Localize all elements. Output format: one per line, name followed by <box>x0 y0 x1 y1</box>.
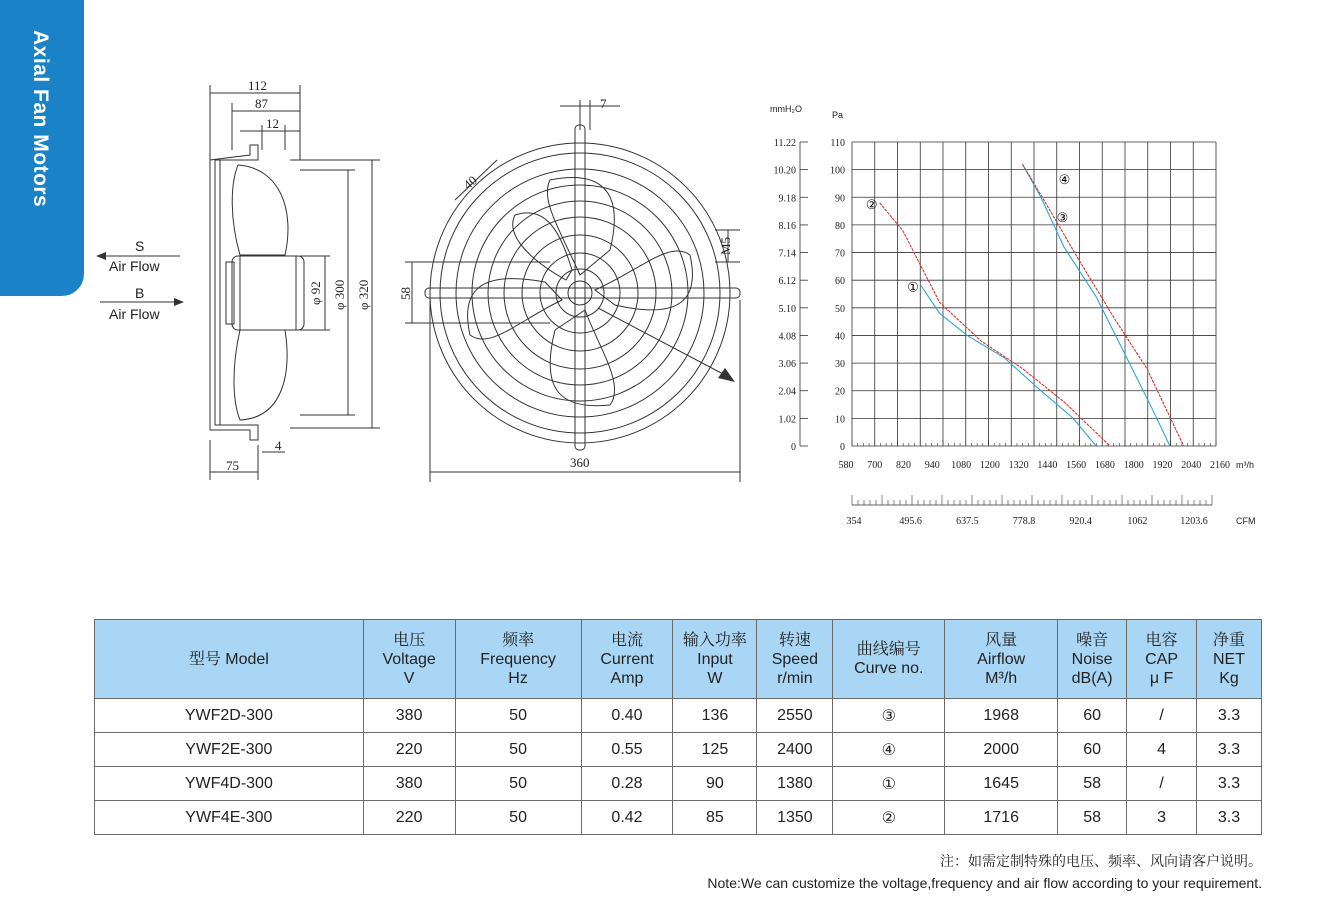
x-tick-m3h: 1800 <box>1123 460 1144 471</box>
x-tick-m3h: 820 <box>896 460 912 471</box>
curve-label: ④ <box>1058 172 1071 188</box>
x-tick-cfm: 495.6 <box>899 516 922 527</box>
dim-m5: M5 <box>718 236 733 255</box>
y-tick-pa: 50 <box>835 303 845 315</box>
y-tick-pa: 110 <box>830 138 845 149</box>
x-tick-m3h: 1680 <box>1094 460 1115 471</box>
header-cap: 电容 CAP μ F <box>1127 620 1197 699</box>
table-cell: YWF2E-300 <box>95 733 364 767</box>
x-tick-m3h: 700 <box>867 460 883 471</box>
table-row <box>95 767 1262 801</box>
y-tick-mmh2o: 7.14 <box>778 248 796 260</box>
y-tick-pa: 20 <box>835 386 845 398</box>
y-tick-mmh2o: 0 <box>791 442 796 453</box>
table-cell: 85 <box>673 801 757 835</box>
note-english: Note:We can customize the voltage,frequency and air flow according to your requirement. <box>707 875 1262 891</box>
y-tick-mmh2o: 5.10 <box>778 303 796 315</box>
curve-label: ① <box>907 279 919 295</box>
y-tick-pa: 0 <box>840 442 845 453</box>
performance-chart <box>760 95 1280 535</box>
table-cell: 3.3 <box>1197 699 1262 733</box>
header-current: 电流 Current Amp <box>581 620 673 699</box>
table-cell: 3.3 <box>1197 801 1262 835</box>
table-cell: 125 <box>673 733 757 767</box>
curve-label: ② <box>865 196 878 212</box>
table-header-row <box>95 620 1262 699</box>
curve-1 <box>921 286 1096 446</box>
y-tick-pa: 30 <box>835 359 845 371</box>
table-cell: YWF2D-300 <box>95 699 364 733</box>
dim-phi-92: φ 92 <box>308 281 323 305</box>
airflow-b-text: Air Flow <box>109 306 160 322</box>
spec-table <box>94 619 1262 835</box>
table-cell: 1645 <box>945 767 1058 801</box>
table-cell: 50 <box>455 699 581 733</box>
dim-phi-300: φ 300 <box>332 279 347 310</box>
table-cell: 380 <box>363 767 455 801</box>
y-tick-mmh2o: 1.02 <box>778 414 796 426</box>
table-cell: 1380 <box>757 767 833 801</box>
x-tick-cfm: 1203.6 <box>1180 516 1208 527</box>
x-tick-cfm: 920.4 <box>1069 516 1092 527</box>
y-unit-mmh2o: mmH₂O <box>770 104 802 114</box>
x-tick-m3h: 2160 <box>1210 460 1230 471</box>
table-cell: 60 <box>1058 699 1127 733</box>
y-tick-mmh2o: 11.22 <box>773 138 796 149</box>
table-cell: 1968 <box>945 699 1058 733</box>
y-tick-mmh2o: 3.06 <box>778 359 796 371</box>
y-tick-pa: 40 <box>835 331 845 343</box>
y-unit-pa: Pa <box>832 110 844 120</box>
y-tick-pa: 60 <box>835 276 845 288</box>
front-view-drawing <box>395 90 755 490</box>
table-cell: / <box>1127 767 1197 801</box>
header-voltage: 电压 Voltage V <box>363 620 455 699</box>
table-cell: 220 <box>363 801 455 835</box>
table-cell: 2400 <box>757 733 833 767</box>
table-cell: 1716 <box>945 801 1058 835</box>
dim-12: 12 <box>266 116 279 131</box>
side-view-drawing <box>90 70 400 490</box>
y-tick-mmh2o: 4.08 <box>778 331 796 343</box>
airflow-s-label: S <box>135 238 145 254</box>
x-unit-m3h: m³/h <box>1236 460 1254 470</box>
table-cell: 3.3 <box>1197 767 1262 801</box>
table-cell: ① <box>833 767 945 801</box>
table-cell: 2000 <box>945 733 1058 767</box>
x-tick-m3h: 2040 <box>1181 460 1202 471</box>
y-tick-mmh2o: 9.18 <box>778 193 796 205</box>
y-tick-mmh2o: 2.04 <box>778 386 796 398</box>
dim-112: 112 <box>248 78 268 93</box>
table-row <box>95 699 1262 733</box>
dim-58: 58 <box>398 287 413 300</box>
table-cell: 50 <box>455 767 581 801</box>
table-cell: 50 <box>455 801 581 835</box>
y-tick-mmh2o: 10.20 <box>773 165 796 177</box>
table-cell: 2550 <box>757 699 833 733</box>
x-tick-m3h: 1440 <box>1037 460 1058 471</box>
table-cell: 3.3 <box>1197 733 1262 767</box>
header-frequency: 频率 Frequency Hz <box>455 620 581 699</box>
table-cell: 58 <box>1058 767 1127 801</box>
x-tick-cfm: 354 <box>846 516 862 527</box>
header-net: 净重 NET Kg <box>1197 620 1262 699</box>
table-cell: 58 <box>1058 801 1127 835</box>
table-cell: 4 <box>1127 733 1197 767</box>
header-speed: 转速 Speed r/min <box>757 620 833 699</box>
table-cell: 90 <box>673 767 757 801</box>
table-cell: 136 <box>673 699 757 733</box>
curve-label: ③ <box>1056 210 1069 226</box>
table-cell: 50 <box>455 733 581 767</box>
dim-4: 4 <box>275 438 282 453</box>
dim-87: 87 <box>255 96 268 111</box>
x-tick-m3h: 1080 <box>951 460 972 471</box>
note-chinese: 注：如需定制特殊的电压、频率、风向请客户说明。 <box>940 853 1262 869</box>
x-unit-cfm: CFM <box>1236 516 1256 526</box>
header-noise: 噪音 Noise dB(A) <box>1058 620 1127 699</box>
x-tick-m3h: 1200 <box>979 460 1000 471</box>
table-cell: 380 <box>363 699 455 733</box>
table-cell: 0.28 <box>581 767 673 801</box>
y-tick-pa: 100 <box>830 165 845 177</box>
x-tick-m3h: 1920 <box>1152 460 1173 471</box>
dim-75: 75 <box>226 458 239 473</box>
x-tick-m3h: 940 <box>924 460 940 471</box>
y-tick-pa: 70 <box>835 248 845 260</box>
y-tick-mmh2o: 6.12 <box>778 276 796 288</box>
table-cell: 60 <box>1058 733 1127 767</box>
y-tick-pa: 10 <box>835 414 845 426</box>
table-cell: 220 <box>363 733 455 767</box>
table-cell: YWF4D-300 <box>95 767 364 801</box>
header-input: 输入功率 Input W <box>673 620 757 699</box>
y-tick-mmh2o: 8.16 <box>778 220 796 232</box>
y-tick-pa: 90 <box>835 193 845 205</box>
dim-40: 40 <box>460 172 480 193</box>
table-cell: 0.40 <box>581 699 673 733</box>
x-tick-m3h: 580 <box>838 460 854 471</box>
table-cell: ③ <box>833 699 945 733</box>
table-cell: / <box>1127 699 1197 733</box>
curve-2 <box>880 203 1110 446</box>
airflow-b-label: B <box>135 285 145 301</box>
x-tick-cfm: 778.8 <box>1012 516 1036 527</box>
dim-360: 360 <box>570 455 590 470</box>
table-row <box>95 801 1262 835</box>
table-cell: ④ <box>833 733 945 767</box>
table-cell: 1350 <box>757 801 833 835</box>
dim-7: 7 <box>600 96 607 111</box>
x-tick-m3h: 1320 <box>1008 460 1029 471</box>
table-cell: 3 <box>1127 801 1197 835</box>
curve-4 <box>1022 164 1183 446</box>
y-tick-pa: 80 <box>835 220 845 232</box>
side-tab-title: Axial Fan Motors <box>29 30 52 208</box>
x-tick-m3h: 1560 <box>1066 460 1087 471</box>
dim-phi-320: φ 320 <box>356 279 371 310</box>
side-tab <box>0 0 84 296</box>
table-cell: 0.42 <box>581 801 673 835</box>
table-cell: YWF4E-300 <box>95 801 364 835</box>
table-cell: 0.55 <box>581 733 673 767</box>
airflow-s-text: Air Flow <box>109 258 160 274</box>
table-cell: ② <box>833 801 945 835</box>
header-curve: 曲线编号 Curve no. <box>833 620 945 699</box>
header-model: 型号 Model <box>95 620 364 699</box>
x-tick-cfm: 637.5 <box>956 516 979 527</box>
header-airflow: 风量 Airflow M³/h <box>945 620 1058 699</box>
x-tick-cfm: 1062 <box>1127 516 1148 527</box>
table-row <box>95 733 1262 767</box>
